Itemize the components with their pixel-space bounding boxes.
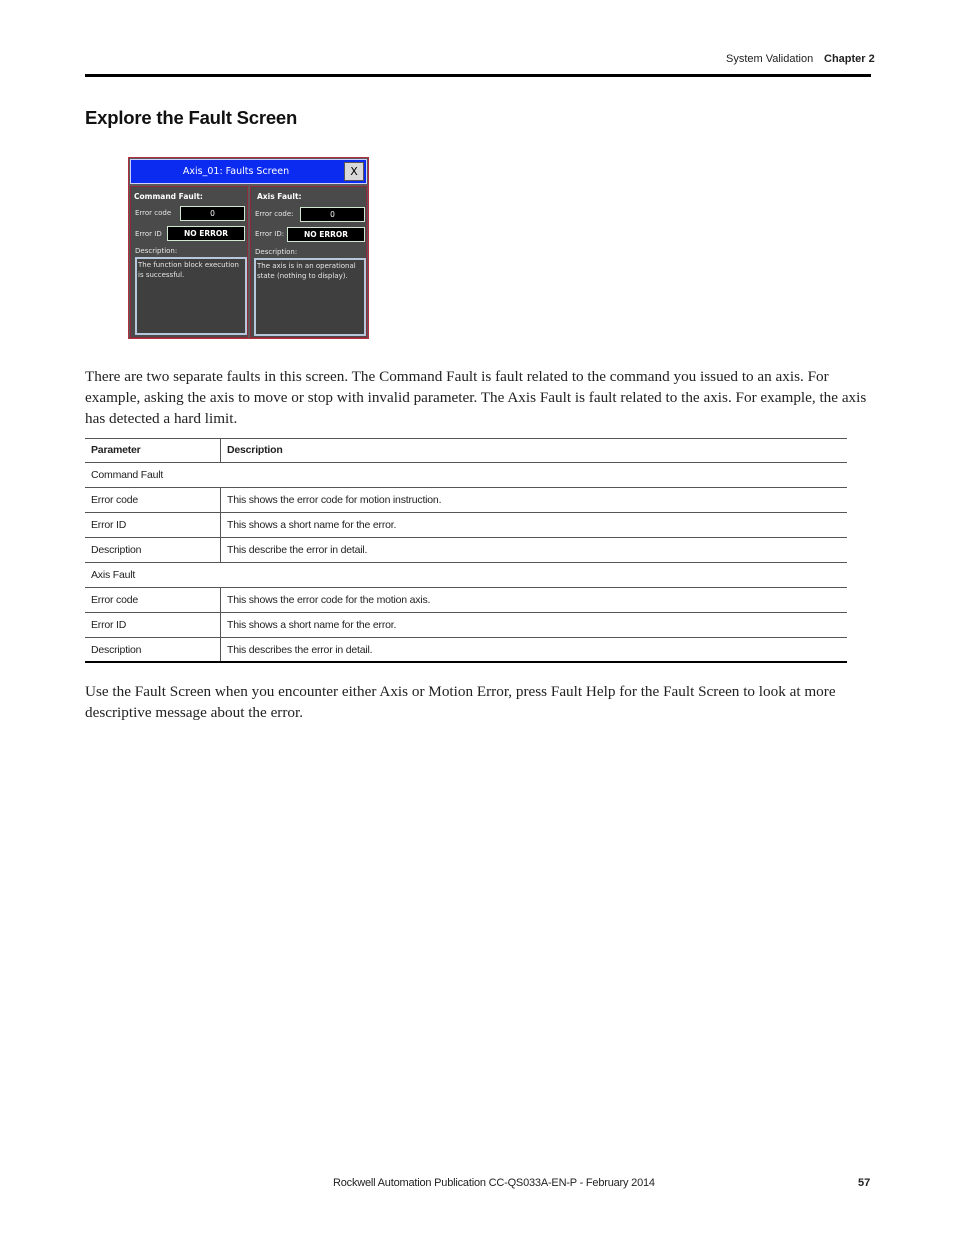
table-row [85, 613, 847, 638]
table-group-row [85, 463, 847, 488]
table-row [85, 513, 847, 538]
table-row [85, 638, 847, 663]
command-error-code-field: 0 [180, 206, 245, 221]
group-label: Command Fault [91, 469, 164, 481]
running-header-chapter: Chapter 2 [824, 53, 875, 65]
description-cell: This shows a short name for the error. [220, 613, 847, 638]
page-number: 57 [858, 1177, 871, 1189]
column-header-parameter: Parameter [91, 444, 141, 456]
description-cell: This shows the error code for the motion axis. [220, 588, 847, 613]
command-error-code-label: Error code [135, 209, 172, 217]
running-header-section: System Validation [726, 53, 814, 65]
command-fault-panel [130, 186, 248, 338]
command-description-box: The function block execution is successful. [135, 257, 247, 335]
command-fault-heading: Command Fault: [134, 192, 203, 201]
description-cell: This shows the error code for motion instruction. [220, 488, 847, 513]
parameter-cell: Description [91, 544, 142, 556]
axis-error-code-field: 0 [300, 207, 365, 222]
close-button[interactable]: X [344, 162, 364, 181]
table-row [85, 588, 847, 613]
column-header-description: Description [220, 438, 847, 463]
axis-description-box: The axis is in an operational state (nothing to display). [254, 258, 366, 336]
command-error-id-field: NO ERROR [167, 226, 245, 241]
section-title: Explore the Fault Screen [85, 107, 298, 128]
description-cell: This describes the error in detail. [220, 638, 847, 663]
faults-screen-title: Axis_01: Faults Screen [182, 166, 290, 177]
table-group-row [85, 563, 847, 588]
description-cell: This shows a short name for the error. [220, 513, 847, 538]
axis-fault-panel [250, 186, 367, 338]
table-header-row [85, 438, 847, 463]
intro-paragraph: There are two separate faults in this screen. The Command Fault is fault related to the command you issued to an axis. For example, asking the axis to move or stop with invalid parameter. The Axis Fault is fault related to the axis. For example, the axis has detected a hard limit. [85, 368, 867, 427]
footer-publication: Rockwell Automation Publication CC-QS033A-EN-P - February 2014 [333, 1177, 655, 1189]
faults-screen-figure [128, 157, 369, 339]
axis-description-label: Description: [255, 248, 298, 256]
table-bottom-rule [85, 661, 847, 663]
axis-error-code-label: Error code: [255, 210, 294, 218]
usage-paragraph: Use the Fault Screen when you encounter either Axis or Motion Error, press Fault Help for the Fault Screen to look at more descriptive message about the error. [85, 683, 836, 721]
parameter-cell: Error ID [91, 619, 127, 631]
parameter-cell: Error code [91, 594, 139, 606]
command-error-id-label: Error ID [135, 230, 162, 238]
parameter-cell: Description [91, 644, 142, 656]
axis-error-id-field: NO ERROR [287, 227, 365, 242]
axis-error-id-label: Error ID: [255, 230, 285, 238]
header-rule [85, 74, 871, 77]
command-description-label: Description: [135, 247, 178, 255]
group-label: Axis Fault [91, 569, 136, 581]
faults-screen-titlebar [130, 159, 367, 184]
table-row [85, 488, 847, 513]
description-cell: This describe the error in detail. [220, 538, 847, 563]
table-row [85, 538, 847, 563]
axis-fault-heading: Axis Fault: [257, 192, 302, 201]
parameter-cell: Error code [91, 494, 139, 506]
parameter-cell: Error ID [91, 519, 127, 531]
